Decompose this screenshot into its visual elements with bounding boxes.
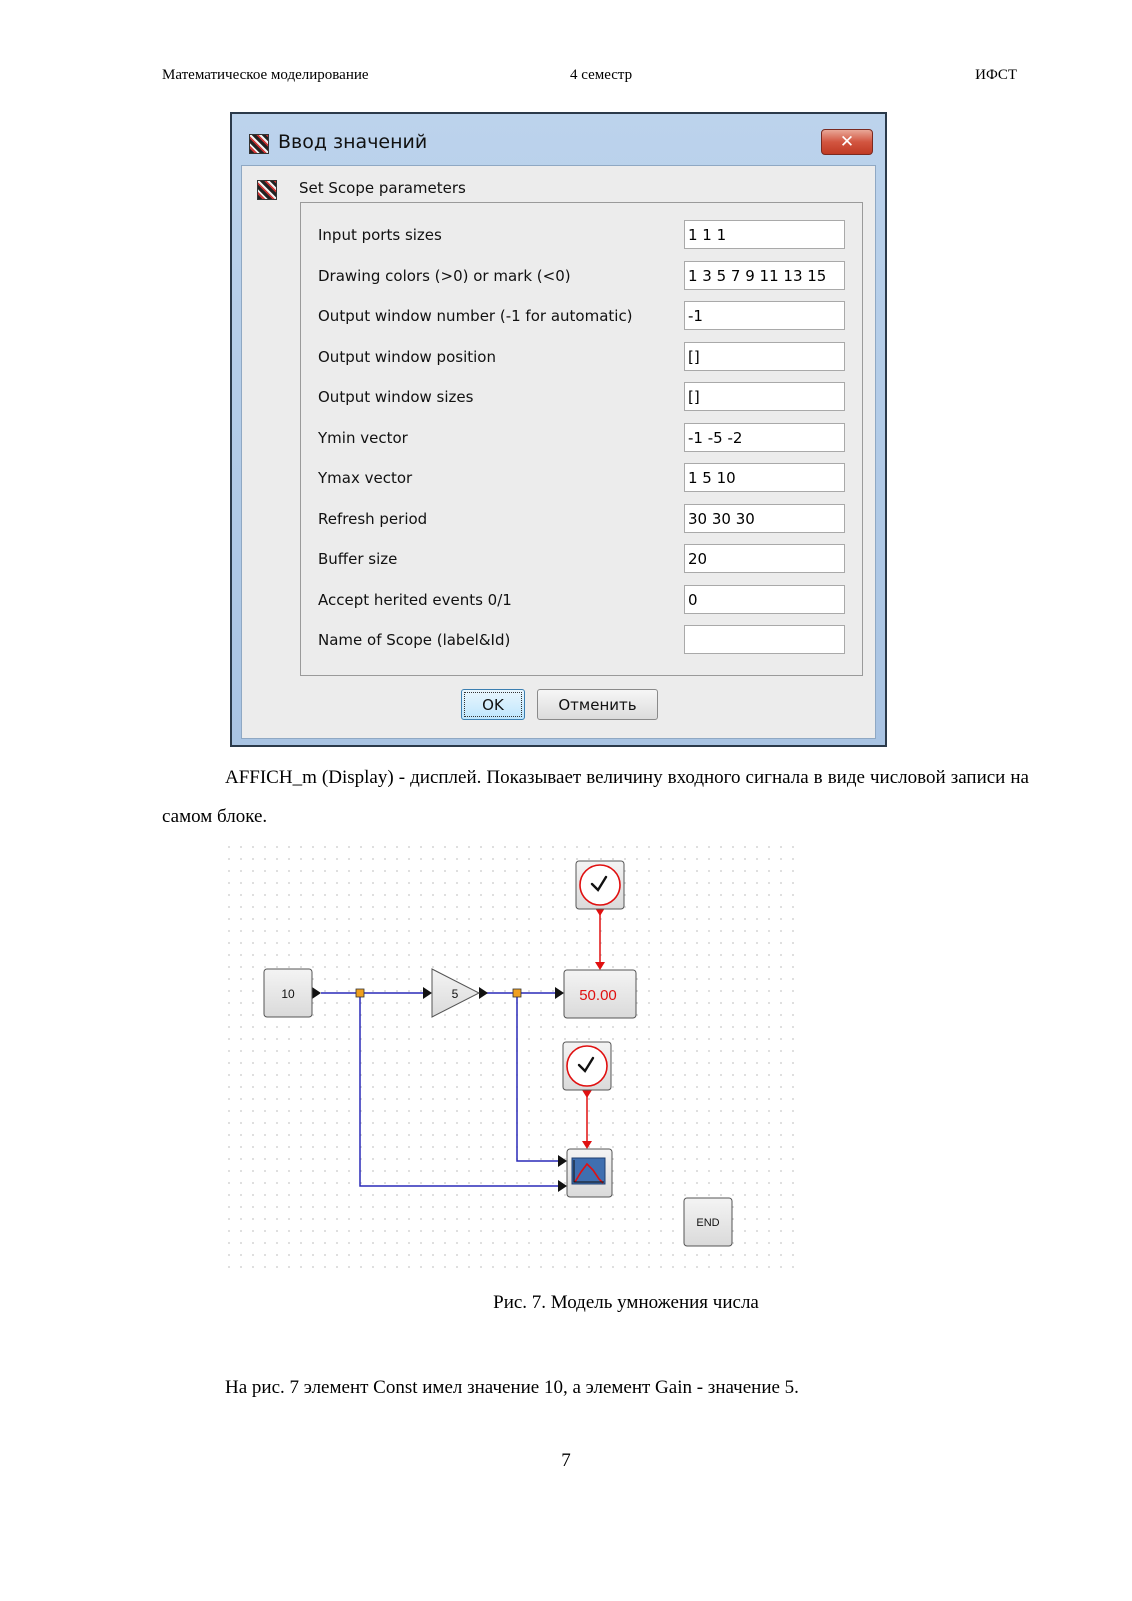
multiplication-model-diagram bbox=[228, 846, 796, 1276]
param-row bbox=[301, 625, 862, 655]
param-label: Buffer size bbox=[318, 550, 398, 568]
split-point-2[interactable] bbox=[513, 989, 521, 997]
output-window-sizes-field[interactable]: [] bbox=[684, 382, 845, 411]
display-value: 50.00 bbox=[579, 987, 617, 1004]
header-course-title: Математическое моделирование bbox=[162, 67, 369, 83]
output-window-number-field[interactable]: -1 bbox=[684, 301, 845, 330]
refresh-period-field[interactable]: 30 30 30 bbox=[684, 504, 845, 533]
dialog-title: Ввод значений bbox=[278, 131, 428, 153]
const-value-label: 10 bbox=[281, 987, 295, 1001]
param-row bbox=[301, 220, 862, 250]
param-row bbox=[301, 504, 862, 534]
const-block[interactable] bbox=[264, 969, 312, 1017]
cscope-block[interactable] bbox=[567, 1149, 612, 1197]
figure-caption: Рис. 7. Модель умножения числа bbox=[493, 1292, 759, 1313]
section-label: Set Scope parameters bbox=[299, 179, 466, 197]
ymax-vector-field[interactable]: 1 5 10 bbox=[684, 463, 845, 492]
affich-display-block[interactable] bbox=[564, 970, 636, 1018]
end-label: END bbox=[696, 1217, 720, 1229]
close-button[interactable] bbox=[821, 129, 873, 155]
dialog-titlebar[interactable] bbox=[232, 114, 885, 160]
output-window-position-field[interactable]: [] bbox=[684, 342, 845, 371]
param-row bbox=[301, 585, 862, 615]
param-label: Refresh period bbox=[318, 510, 428, 528]
param-row bbox=[301, 342, 862, 372]
param-label: Ymin vector bbox=[318, 429, 408, 447]
gain-value-label: 5 bbox=[451, 987, 459, 1001]
scope-parameters-dialog bbox=[230, 112, 887, 747]
param-row bbox=[301, 544, 862, 574]
param-row bbox=[301, 261, 862, 291]
paragraph-affich-description bbox=[162, 758, 1029, 836]
param-label: Ymax vector bbox=[318, 469, 413, 487]
header-department: ИФСТ bbox=[975, 67, 1017, 83]
header-semester: 4 семестр bbox=[570, 67, 633, 83]
param-label: Output window number (-1 for automatic) bbox=[318, 307, 633, 325]
param-label: Drawing colors (>0) or mark (<0) bbox=[318, 267, 571, 285]
scope-name-field[interactable] bbox=[684, 625, 845, 654]
buffer-size-field[interactable]: 20 bbox=[684, 544, 845, 573]
input-ports-sizes-field[interactable]: 1 1 1 bbox=[684, 220, 845, 249]
split-point-1[interactable] bbox=[356, 989, 364, 997]
param-row bbox=[301, 301, 862, 331]
close-icon: ✕ bbox=[839, 132, 855, 152]
cancel-button[interactable]: Отменить bbox=[537, 689, 658, 720]
param-row bbox=[301, 382, 862, 412]
scilab-block-icon bbox=[257, 180, 277, 200]
ok-button[interactable]: OK bbox=[461, 689, 525, 720]
param-label: Output window position bbox=[318, 348, 496, 366]
accept-herited-events-field[interactable]: 0 bbox=[684, 585, 845, 614]
drawing-colors-field[interactable]: 1 3 5 7 9 11 13 15 bbox=[684, 261, 845, 290]
params-group bbox=[300, 202, 863, 676]
paragraph-model-values: На рис. 7 элемент Const имел значение 10, а элемент Gain - значение 5. bbox=[225, 1377, 799, 1398]
dialog-body bbox=[241, 165, 876, 739]
paragraph-text: AFFICH_m (Display) - дисплей. Показывает величину входного сигнала в виде числовой записи на самом блоке. bbox=[162, 767, 1029, 827]
param-row bbox=[301, 423, 862, 453]
param-row bbox=[301, 463, 862, 493]
param-label: Name of Scope (label&Id) bbox=[318, 631, 511, 649]
end-block[interactable] bbox=[684, 1198, 732, 1246]
page-number: 7 bbox=[561, 1450, 571, 1471]
clock-block-2[interactable] bbox=[563, 1042, 611, 1090]
param-label: Output window sizes bbox=[318, 388, 474, 406]
ymin-vector-field[interactable]: -1 -5 -2 bbox=[684, 423, 845, 452]
scilab-app-icon bbox=[249, 134, 269, 154]
clock-block-1[interactable] bbox=[576, 861, 624, 909]
param-label: Accept herited events 0/1 bbox=[318, 591, 512, 609]
param-label: Input ports sizes bbox=[318, 226, 442, 244]
